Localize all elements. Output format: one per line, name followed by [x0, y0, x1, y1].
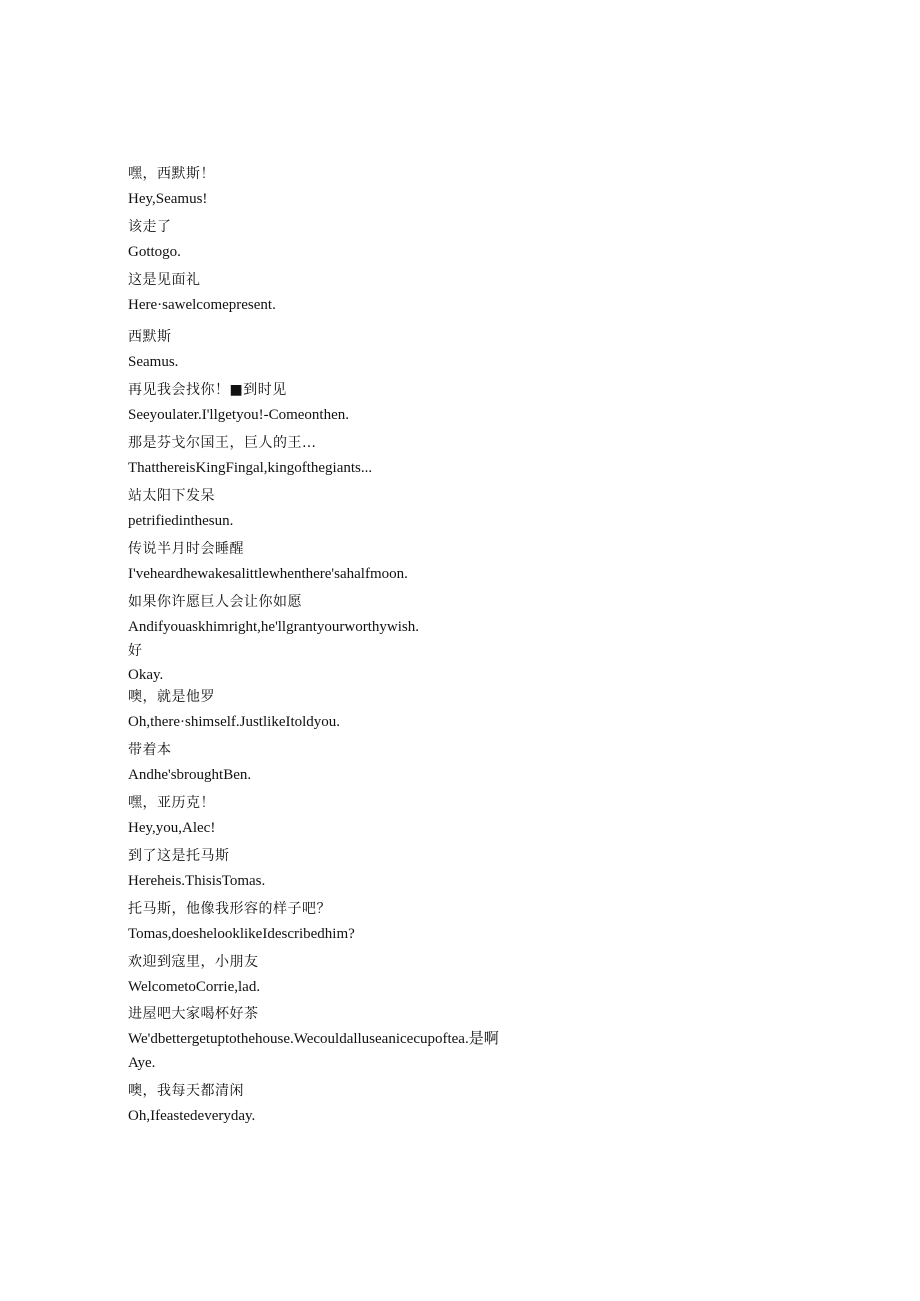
subtitle-en: Andhe'sbroughtBen. — [128, 767, 252, 783]
subtitle-en: Here·sawelcomepresent. — [128, 297, 276, 313]
subtitle-en: Oh,there·shimself.JustlikeItoldyou. — [128, 714, 341, 730]
subtitle-zh: 嘿，西默斯！ — [128, 166, 215, 182]
subtitle-zh: 托马斯，他像我形容的样子吧？ — [128, 901, 331, 917]
subtitle-zh: 嘿，亚历克！ — [128, 795, 215, 811]
subtitle-zh: 再见我会找你！■到时见 — [128, 382, 287, 398]
subtitle-zh: 欢迎到寇里，小朋友 — [128, 954, 259, 970]
subtitle-en: Hey,Seamus! — [128, 191, 208, 207]
subtitle-en: Tomas,doeshelooklikeIdescribedhim? — [128, 926, 355, 942]
subtitle-en: We'dbettergetuptothehouse.Wecouldalluseanicecupoftea.是啊 — [128, 1031, 499, 1047]
subtitle-zh: 带着本 — [128, 742, 172, 758]
subtitle-zh: 噢，就是他罗 — [128, 689, 215, 705]
subtitle-en: Gottogo. — [128, 244, 181, 260]
subtitle-zh: 该走了 — [128, 219, 172, 235]
subtitle-zh: 噢，我每天都清闲 — [128, 1083, 244, 1099]
subtitle-zh: 这是见面礼 — [128, 272, 201, 288]
subtitle-en: WelcometoCorrie,lad. — [128, 979, 261, 995]
subtitle-zh: 那是芬戈尔国王，巨人的王… — [128, 435, 317, 451]
subtitle-en: Andifyouaskhimright,he'llgrantyourworthywish. — [128, 619, 419, 635]
subtitle-en: Hereheis.ThisisTomas. — [128, 873, 266, 889]
subtitle-en: Okay. — [128, 667, 164, 683]
subtitle-en: Seamus. — [128, 354, 179, 370]
subtitle-zh: 传说半月时会睡醒 — [128, 541, 244, 557]
subtitle-en: Seeyoulater.I'llgetyou!-Comeonthen. — [128, 407, 349, 423]
subtitle-zh: 到了这是托马斯 — [128, 848, 230, 864]
subtitle-en: I'veheardhewakesalittlewhenthere'sahalfmoon. — [128, 566, 408, 582]
subtitle-zh: 西默斯 — [128, 329, 172, 345]
subtitle-en: Aye. — [128, 1055, 156, 1071]
subtitle-zh: 进屋吧大家喝杯好茶 — [128, 1006, 259, 1022]
subtitle-en: Hey,you,Alec! — [128, 820, 216, 836]
subtitle-en: petrifiedinthesun. — [128, 513, 234, 529]
subtitle-zh: 站太阳下发呆 — [128, 488, 215, 504]
subtitle-en: ThatthereisKingFingal,kingofthegiants... — [128, 460, 373, 476]
subtitle-zh: 好 — [128, 643, 143, 659]
subtitle-zh: 如果你许愿巨人会让你如愿 — [128, 594, 302, 610]
subtitle-en: Oh,Ifeastedeveryday. — [128, 1108, 256, 1124]
